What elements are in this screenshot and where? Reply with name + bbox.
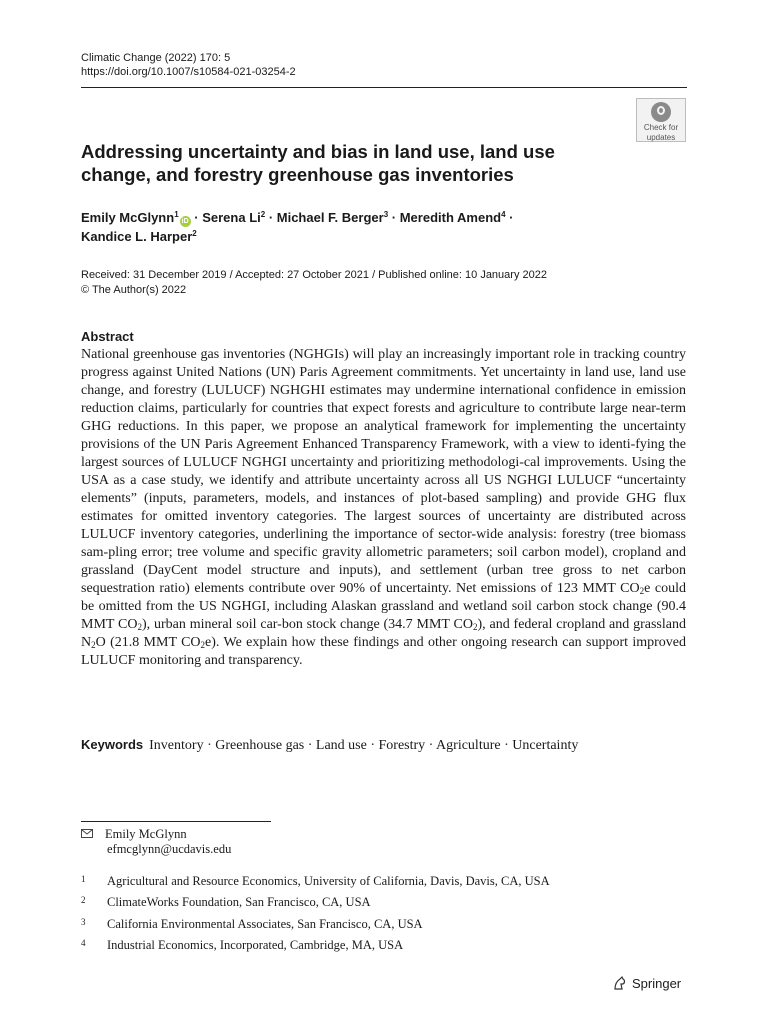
affiliation-text: Industrial Economics, Incorporated, Cambridge, MA, USA (107, 938, 404, 952)
affiliation-item (81, 936, 403, 953)
publisher-name: Springer (632, 976, 682, 991)
author-affiliation-number: 2 (260, 210, 266, 219)
author-affiliation-number: 1 (174, 210, 179, 219)
author-name[interactable]: Meredith Amend (399, 210, 502, 225)
author-name[interactable]: Emily McGlynn (81, 210, 175, 225)
running-header (81, 51, 296, 79)
corresponding-author-name: Emily McGlynn (105, 827, 187, 841)
history-dates: Received: 31 December 2019 / Accepted: 27 October 2021 / Published online: 10 January 2022 (81, 269, 547, 281)
journal-citation: Climatic Change (2022) 170: 5 (81, 52, 231, 64)
badge-line-1: Check for (643, 123, 679, 132)
author-list: Emily McGlynn$^1$iD · Serena $Li^2$ · Michael F. Berger$^3$ · Meredith Amend$^4$ · Kandice L. Harper$^2$ (81, 210, 514, 244)
article-title: Addressing uncertainty and bias in land use, land use change, and forestry greenhouse gas inventories (81, 141, 555, 185)
affiliation-number: 2 (81, 895, 86, 905)
badge-line-2: updates (646, 133, 676, 142)
abstract-heading: Abstract (81, 329, 134, 344)
check-for-updates-icon (651, 102, 671, 122)
keywords-list: Inventory · Greenhouse gas · Land use · Forestry · Agriculture · Uncertainty (149, 738, 579, 753)
check-for-updates-badge[interactable] (636, 98, 686, 142)
affiliation-text: California Environmental Associates, San Francisco, CA, USA (107, 917, 423, 931)
affiliation-text: Agricultural and Resource Economics, University of California, Davis, Davis, CA, USA (107, 874, 550, 888)
springer-horse-icon (612, 975, 628, 991)
author-name[interactable]: Kandice L. Harper (81, 229, 193, 244)
author-affiliation-number: 2 (192, 229, 197, 238)
footnote-divider (81, 821, 271, 822)
author-name[interactable]: Michael F. Berger (276, 210, 384, 225)
copyright-notice: © The Author(s) 2022 (81, 284, 187, 296)
orcid-icon[interactable]: iD (181, 218, 189, 225)
correspondence (81, 827, 231, 857)
keywords (81, 736, 578, 755)
envelope-icon (81, 827, 93, 842)
affiliation-number: 4 (81, 938, 86, 948)
affiliation-text: ClimateWorks Foundation, San Francisco, CA, USA (107, 895, 371, 909)
doi-link[interactable]: https://doi.org/10.1007/s10584-021-03254-2 (81, 66, 296, 78)
affiliation-item (81, 893, 371, 910)
author-name[interactable]: Serena Li (202, 210, 261, 225)
publisher-logo (612, 975, 681, 992)
affiliation-number: 3 (81, 917, 86, 927)
header-divider (81, 87, 687, 88)
author-affiliation-number: 3 (383, 210, 389, 219)
author-affiliation-number: 4 (501, 210, 506, 219)
abstract-text: National greenhouse gas inventories (NGHGIs) will play an increasingly important role in tracking country progress against United Nations (UN) Paris Agreement commitments. Yet uncertainty in land use, land use change, and forestry (LULUCF) NGHGHI estimates may undermine international confidence in emission reduction claims, particularly for countries that expect forests and agriculture to contribute large near-term GHG reductions. In this paper, we propose an analytical framework for implementing the uncertainty provisions of the UN Paris Agreement Enhanced Transparency Framework, with a view to identi-fying the largest sources of LULUCF NGHGI uncertainty and prioritizing methodologi-cal improvements. Using the USA as a case study, we identify and attribute uncertainty across all US NGHGI LULUCF “uncertainty elements” (inputs, parameters, models, and instances of plot-based sampling) and provide GHG flux estimates for omitted inventory categories. The largest sources of uncertainty are distributed across LULUCF inventory categories, underlining the importance of sector-wide analysis: forestry (tree biomass sam-pling error; tree volume and specific gravity allometric parameters; soil carbon model), cropland and grassland (DayCent model structure and inputs), and settlement (urban tree gross to net carbon sequestration ratio) elements contribute over 90% of uncertainty. Net emissions of 123 MMT $CO_2e$ could be omitted from the US NGHGI, including Alaskan grassland and wetland soil carbon stock change (90.4 MMT $CO_2$), urban mineral soil car-bon stock change (34.7 MMT $CO_2$), and federal cropland and grassland $N_2O$ (21.8 MMT $CO_2e$). We explain how these findings and other ongoing research can support improved LULUCF monitoring and transparency. (81, 347, 687, 668)
affiliation-number: 1 (81, 874, 86, 884)
affiliation-item (81, 915, 423, 932)
affiliation-item (81, 872, 550, 889)
corresponding-email[interactable]: efmcglynn@ucdavis.edu (107, 842, 232, 856)
publication-dates (81, 268, 547, 298)
keywords-label: Keywords (81, 737, 144, 752)
